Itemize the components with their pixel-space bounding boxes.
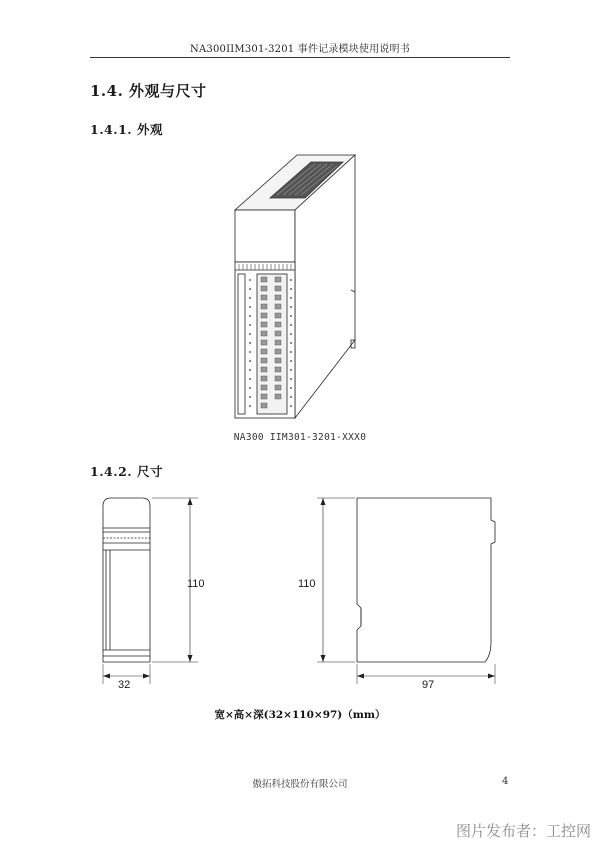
- dimensions-caption: 宽×高×深(32×110×97)（mm）: [214, 709, 386, 721]
- section-title: 1.4. 外观与尺寸: [90, 82, 207, 100]
- appearance-heading: 1.4.1. 外观: [90, 122, 163, 137]
- model-caption: NA300 IIM301-3201-XXX0: [233, 432, 367, 443]
- module-isometric-drawing: [225, 140, 375, 425]
- front-height-label: 110: [187, 578, 205, 590]
- page-header: NA300IIM301-3201 事件记录模块使用说明书: [190, 44, 410, 55]
- side-depth-label: 97: [422, 679, 435, 691]
- side-height-label: 110: [298, 578, 316, 590]
- footer-company: 傲拓科技股份有限公司: [252, 779, 348, 790]
- front-width-label: 32: [118, 679, 131, 691]
- header-rule: [90, 57, 510, 58]
- side-view-drawing: [295, 490, 510, 695]
- page-number: 4: [502, 776, 509, 787]
- front-view-drawing: [90, 490, 220, 695]
- watermark: 图片发布者：工控网: [456, 822, 592, 840]
- dimensions-heading: 1.4.2. 尺寸: [90, 464, 163, 479]
